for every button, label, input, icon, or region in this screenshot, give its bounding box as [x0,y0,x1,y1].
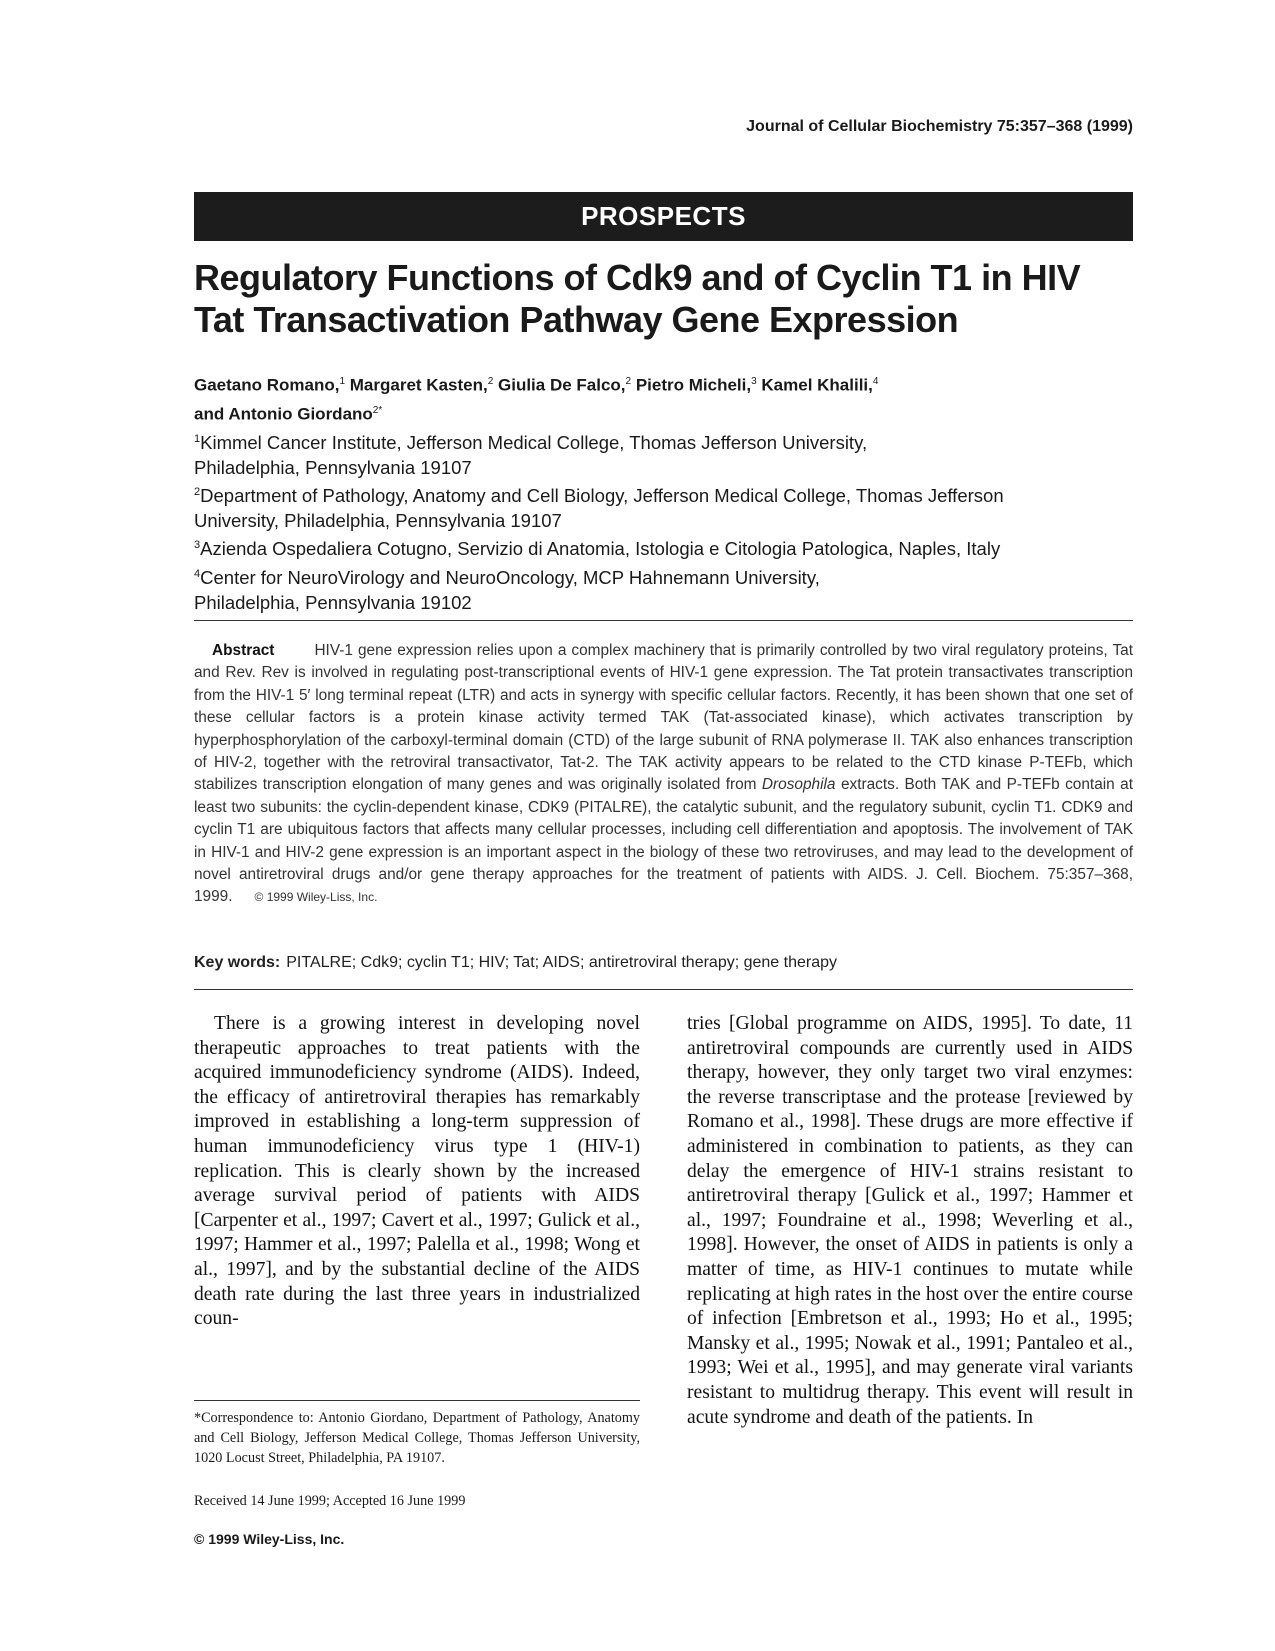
article-title [194,257,1134,341]
abstract-italic-term: Drosophila [761,776,836,794]
affiliation-marker: 2 [194,486,201,499]
affiliation [194,533,1134,562]
affiliation [194,480,1134,533]
abstract [194,640,1133,909]
journal-citation: Journal of Cellular Biochemistry 75:357–368 (1999) [746,118,1133,135]
body-paragraph: tries [Global programme on AIDS, 1995]. To date, 11 antiretroviral compounds are currently used in AIDS therapy, however, they only target two viral enzymes: the reverse transcriptase and the protease [reviewed by Romano et al., 1998]. These drugs are more effective if administered in combination to patients, as they can delay the emergence of HIV-1 strains resistant to antiretroviral therapy [Gulick et al., 1997; Hammer et al., 1997; Foundraine et al., 1998; Weverling et al., 1998]. However, the onset of AIDS in patients is only a matter of time, as HIV-1 continues to mutate while replicating at high rates in the host over the entire course of infection [Embretson et al., 1993; Ho et al., 1995; Mansky et al., 1995; Nowak et al., 1991; Pantaleo et al., 1993; Wei et al., 1995], and may generate viral variants resistant to multidrug therapy. This event will result in acute syndrome and death of the patients. In [687,1013,1133,1428]
author-list [194,369,1094,426]
body-column-right [687,1012,1133,1430]
footnote-rule [194,1400,640,1401]
keywords-label: Key words: [194,954,281,971]
author-affiliation-marker: 2 [487,376,494,387]
affiliation [194,427,1134,480]
body-column-left [194,1012,640,1332]
affiliation-line: Azienda Ospedaliera Cotugno, Servizio di Anatomia, Istologia e Citologia Patologica, Naples, Italy [200,538,1001,560]
affiliation-marker: 3 [194,539,201,552]
author: Kamel Khalili, [761,375,873,395]
copyright-notice: © 1999 Wiley-Liss, Inc. [194,1531,345,1547]
title-line-2: Tat Transactivation Pathway Gene Expression [194,299,959,340]
author-affiliation-marker: 2* [372,404,383,416]
affiliation-line: Center for NeuroVirology and NeuroOncology, MCP Hahnemann University, [200,567,820,589]
author: Margaret Kasten, [349,375,488,395]
author: Pietro Micheli, [635,375,752,395]
abstract-bottom-rule [194,989,1133,990]
keywords-text: PITALRE; Cdk9; cyclin T1; HIV; Tat; AIDS; antiretroviral therapy; gene therapy [286,954,838,971]
correspondence-footnote: *Correspondence to: Antonio Giordano, Department of Pathology, Anatomy and Cell Biology, Jefferson Medical College, Thomas Jefferson University, 1020 Locust Street, Philadelphia, PA 19107. [194,1410,640,1466]
abstract-text: extracts. Both TAK and P-TEFb contain at least two subunits: the cyclin-dependent kinase, CDK9 (PITALRE), the catalytic subunit, and the regulatory subunit, cyclin T1. CDK9 and cyclin T1 are ubiquitous factors that affects many cellular processes, including cell differentiation and apoptosis. The involvement of TAK in HIV-1 and HIV-2 gene expression is an important aspect in the biology of these two retroviruses, and may lead to the development of novel antiretroviral drugs and/or gene therapy approaches for the treatment of patients with AIDS. J. Cell. Biochem. 75:357–368, 1999. [194,776,1134,906]
affiliation-line: Kimmel Cancer Institute, Jefferson Medical College, Thomas Jefferson University, [200,432,868,454]
affiliation-list [194,427,1134,615]
body-paragraph: There is a growing interest in developing novel therapeutic approaches to treat patients with the acquired immunodeficiency syndrome (AIDS). Indeed, the efficacy of antiretroviral therapies has remarkably improved in establishing a long-term suppression of human immunodeficiency virus type 1 (HIV-1) replication. This is clearly shown by the increased average survival period of patients with AIDS [Carpenter et al., 1997; Cavert et al., 1997; Gulick et al., 1997; Hammer et al., 1997; Palella et al., 1998; Wong et al., 1997], and by the substantial decline of the AIDS death rate during the last three years in industrialized coun- [194,1013,640,1330]
abstract-text: HIV-1 gene expression relies upon a complex machinery that is primarily controlled by two viral regulatory proteins, Tat and Rev. Rev is involved in regulating post-transcriptional events of HIV-1 gene expression. The Tat protein transactivates transcription from the HIV-1 5′ long terminal repeat (LTR) and acts in synergy with specific cellular factors. Recently, it has been shown that one set of these cellular factors is a protein kinase activity termed TAK (Tat-associated kinase), which activates transcription by hyperphosphorylation of the carboxyl-terminal domain (CTD) of the large subunit of RNA polymerase II. TAK also enhances transcription of HIV-2, together with the retroviral transactivator, Tat-2. The TAK activity appears to be related to the CTD kinase P-TEFb, which stabilizes transcription elongation of many genes and was originally isolated from [194,642,1133,794]
affiliation-line: Department of Pathology, Anatomy and Cell Biology, Jefferson Medical College, Thomas Jefferson [200,485,1004,507]
author-affiliation-marker: 2 [625,376,632,387]
section-banner: PROSPECTS [194,192,1133,241]
author: Giulia De Falco, [498,375,626,395]
abstract-label: Abstract [212,642,275,659]
title-line-1: Regulatory Functions of Cdk9 and of Cyclin T1 in HIV [194,257,1081,298]
author: Gaetano Romano, [194,375,340,395]
author-affiliation-marker: 3 [751,376,757,387]
affiliation-line: Philadelphia, Pennsylvania 19107 [194,456,472,478]
author: and Antonio Giordano [194,404,373,424]
affiliation [194,562,1134,615]
received-dates: Received 14 June 1999; Accepted 16 June 1999 [194,1493,466,1509]
abstract-top-rule [194,620,1133,621]
keywords [194,954,1133,972]
affiliation-line: Philadelphia, Pennsylvania 19102 [194,591,472,613]
author-affiliation-marker: 4 [872,376,879,387]
affiliation-marker: 4 [194,567,201,580]
author-affiliation-marker: 1 [339,376,346,387]
abstract-copyright: © 1999 Wiley-Liss, Inc. [254,890,378,905]
affiliation-marker: 1 [194,433,201,445]
affiliation-line: University, Philadelphia, Pennsylvania 19107 [194,509,562,531]
